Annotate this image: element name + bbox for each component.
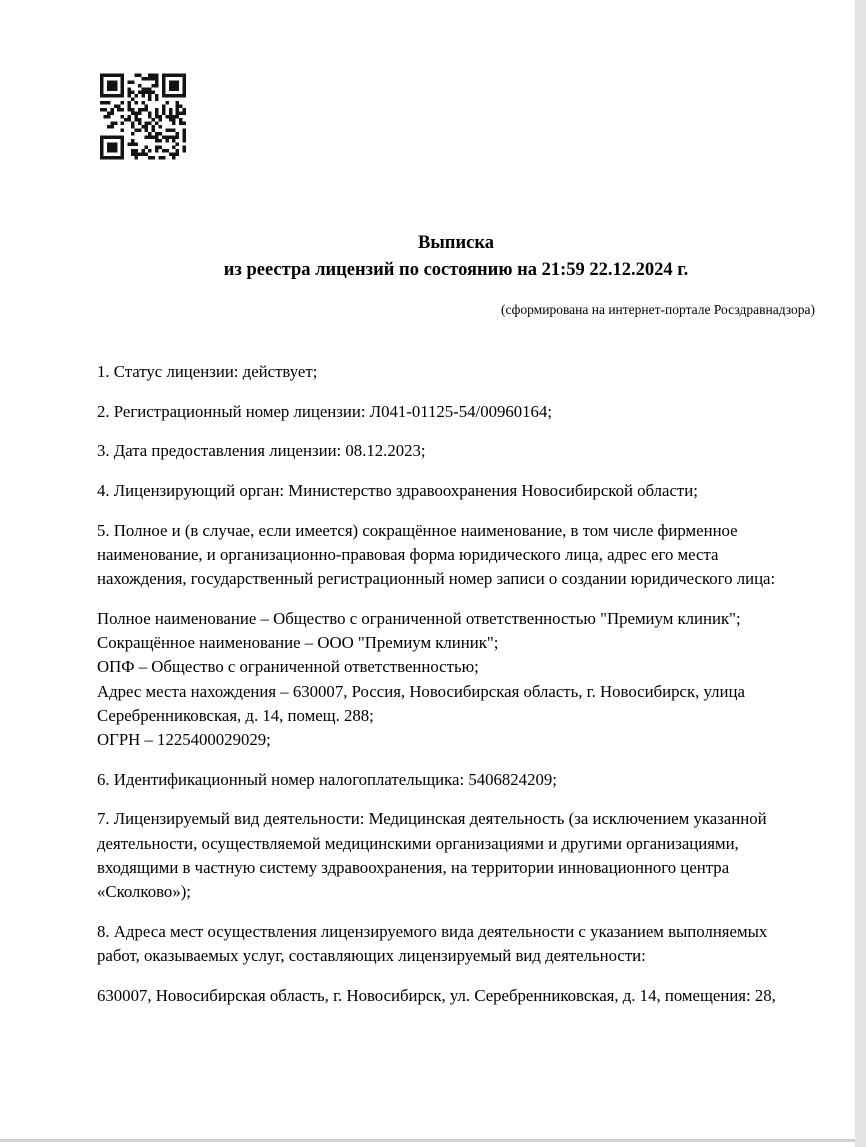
paragraph [97, 439, 809, 463]
page-bottom-edge [0, 1139, 855, 1142]
paragraph-line: входящими в частную систему здравоохранения, на территории инновационного центра [97, 857, 730, 877]
paragraph-line: наименование, и организационно-правовая форма юридического лица, адрес его места [97, 545, 719, 565]
paragraph-line: нахождения, государственный регистрационный номер записи о создании юридического лица: [97, 569, 776, 589]
paragraph-line: 3. Дата предоставления лицензии: 08.12.2023; [97, 441, 426, 461]
qr-code-image [100, 73, 186, 160]
paragraph-line: «Сколково»); [97, 881, 191, 901]
paragraph [97, 920, 809, 968]
paragraph [97, 400, 809, 424]
paragraph-line: ОПФ – Общество с ограниченной ответственностью; [97, 657, 479, 677]
paragraph-line: деятельности, осуществляемой медицинскими организациями и другими организациями, [97, 833, 739, 853]
paragraph [97, 984, 809, 1008]
paragraph-line: Сокращённое наименование – ООО "Премиум клиник"; [97, 633, 499, 653]
document-title [97, 230, 815, 283]
page-right-edge [855, 0, 866, 1147]
paragraph [97, 807, 809, 904]
paragraph-line: 5. Полное и (в случае, если имеется) сокращённое наименование, в том числе фирменное [97, 520, 738, 540]
qr-code-icon [100, 73, 186, 160]
paragraph-line: 8. Адреса мест осуществления лицензируемого вида деятельности с указанием выполняемых [97, 921, 768, 941]
paragraph [97, 768, 809, 792]
paragraph-line: Полное наименование – Общество с ограниченной ответственностью "Премиум клиник"; [97, 608, 741, 628]
paragraph-line: Адрес места нахождения – 630007, Россия, Новосибирская область, г. Новосибирск, улица [97, 681, 745, 701]
paragraph-line: работ, оказываемых услуг, составляющих лицензируемый вид деятельности: [97, 945, 646, 965]
paragraph [97, 607, 809, 752]
paragraph [97, 360, 809, 384]
paragraph-line: 2. Регистрационный номер лицензии: Л041-01125-54/00960164; [97, 401, 553, 421]
document-subtitle: (сформирована на интернет-портале Росздравнадзора) [500, 302, 815, 317]
paragraph-line: 4. Лицензирующий орган: Министерство здравоохранения Новосибирской области; [97, 481, 698, 501]
paragraph [97, 479, 809, 503]
paragraph-line: 630007, Новосибирская область, г. Новосибирск, ул. Серебренниковская, д. 14, помещения: 28, [97, 985, 776, 1005]
title-line-1: Выписка [418, 233, 494, 253]
paragraph-line: Серебренниковская, д. 14, помещ. 288; [97, 705, 374, 725]
paragraph-line: 7. Лицензируемый вид деятельности: Медицинская деятельность (за исключением указанной [97, 809, 767, 829]
paragraph-line: ОГРН – 1225400029029; [97, 729, 271, 749]
title-line-2: из реестра лицензий по состоянию на 21:59 22.12.2024 г. [223, 259, 689, 280]
paragraph [97, 519, 809, 592]
paragraph-line: 6. Идентификационный номер налогоплательщика: 5406824209; [97, 769, 557, 789]
document-body [97, 360, 809, 1023]
paragraph-line: 1. Статус лицензии: действует; [97, 362, 318, 381]
